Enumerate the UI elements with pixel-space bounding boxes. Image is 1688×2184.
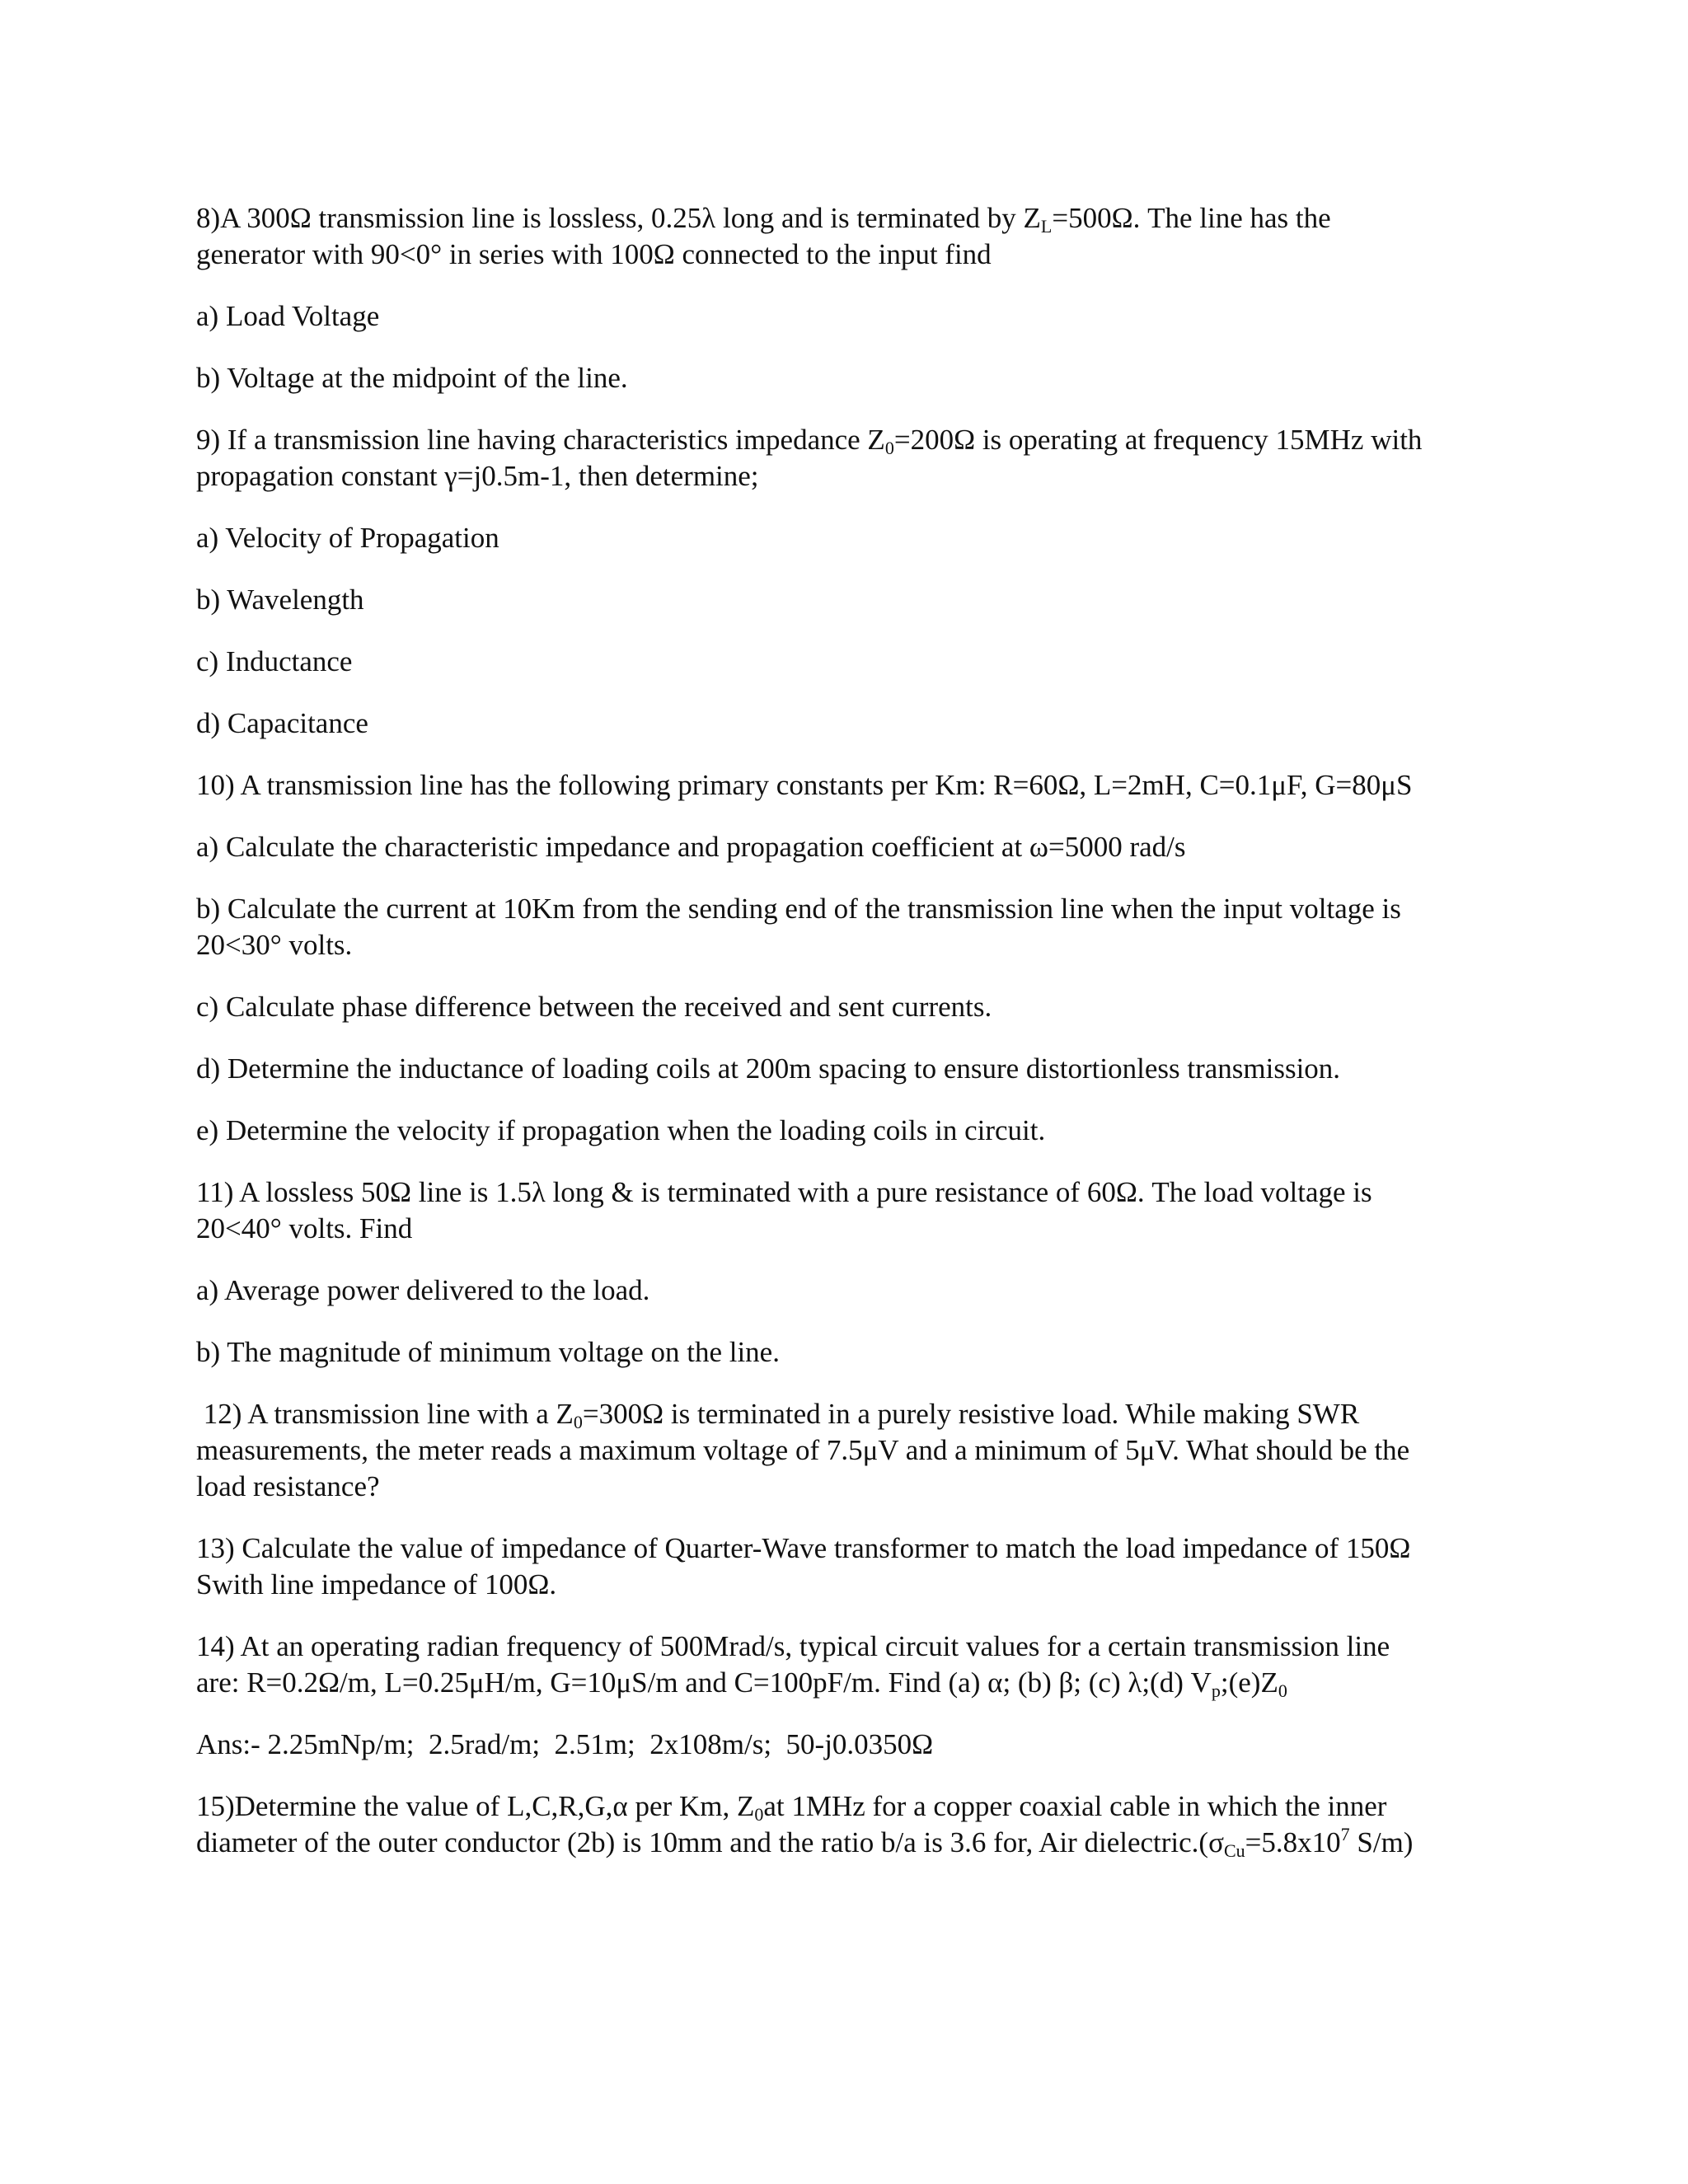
question-12 <box>196 1396 1482 1505</box>
question-11 <box>196 1174 1482 1371</box>
question-9-part-a: a) Velocity of Propagation <box>196 522 499 554</box>
question-9 <box>196 422 1482 742</box>
question-11-line-1: 11) A lossless 50Ω line is 1.5λ long & is terminated with a pure resistance of 60Ω. The load voltage is <box>196 1176 1372 1208</box>
question-10-part-b-line-2: 20<30° volts. <box>196 929 353 961</box>
question-11-line-2: 20<40° volts. Find <box>196 1212 413 1244</box>
question-12-line-3: load resistance? <box>196 1470 380 1502</box>
question-13-line-2: Swith line impedance of 100Ω. <box>196 1568 557 1601</box>
problem-set <box>196 200 1482 1861</box>
question-9-line-1: 9) If a transmission line having characteristics impedance $Z_0=200\Omega$ is operating at frequency 15MHz with <box>196 424 1423 458</box>
question-14 <box>196 1629 1482 1763</box>
question-10-part-e: e) Determine the velocity if propagation when the loading coils in circuit. <box>196 1114 1046 1146</box>
question-15-line-2: diameter of the outer conductor (2b) is 10mm and the ratio b/a is 3.6 for, Air $dielectric.(\sigma_{Cu}=5.8x10^7$ S/m) <box>196 1824 1414 1861</box>
question-10-part-b-line-1: b) Calculate the current at 10Km from the sending end of the transmission line when the input voltage is <box>196 893 1401 925</box>
question-13-line-1: 13) Calculate the value of impedance of Quarter-Wave transformer to match the load impedance of 150Ω <box>196 1532 1411 1564</box>
question-8-part-a: a) Load Voltage <box>196 300 380 332</box>
question-9-line-2: propagation constant γ=j0.5m-1, then determine; <box>196 460 759 492</box>
question-14-answer: Ans:- 2.25mNp/m; 2.5rad/m; 2.51m; 2x108m/s; 50-j0.0350Ω <box>196 1728 934 1760</box>
question-9-part-d: d) Capacitance <box>196 707 368 739</box>
question-12-line-1: 12) A transmission line with a $Z_0=300\Omega$ is terminated in a purely resistive load. While making SWR <box>196 1398 1360 1432</box>
question-15-line-1: 15)Determine the value of L,C,R,G,α per Km, $Z_0at$ 1MHz for a copper coaxial cable in which the inner <box>196 1790 1387 1825</box>
question-8 <box>196 200 1482 396</box>
question-13 <box>196 1530 1482 1603</box>
question-8-line-1: 8)A 300Ω transmission line is lossless, 0.25λ long and is terminated by $Z_L=500\Omega$. The line has the <box>196 202 1331 237</box>
question-14-line-1: 14) At an operating radian frequency of 500Mrad/s, typical circuit values for a certain transmission line <box>196 1630 1390 1662</box>
question-15 <box>196 1788 1482 1861</box>
question-14-line-2: are: R=0.2Ω/m, L=0.25μH/m, G=10μS/m and C=100pF/m. Find (a) α; (b) β; (c) λ;(d) $V_p;(e)Z_0$ <box>196 1666 1287 1701</box>
question-10-part-d: d) Determine the inductance of loading coils at 200m spacing to ensure distortionless transmission. <box>196 1052 1341 1085</box>
question-8-line-2: generator with 90<0° in series with 100Ω connected to the input find <box>196 238 992 270</box>
question-11-part-b: b) The magnitude of minimum voltage on the line. <box>196 1336 780 1368</box>
question-9-part-b: b) Wavelength <box>196 583 364 616</box>
question-12-line-2: measurements, the meter reads a maximum voltage of 7.5μV and a minimum of 5μV. What should be the <box>196 1434 1410 1466</box>
question-10-part-a: a) Calculate the characteristic impedance and propagation coefficient at ω=5000 rad/s <box>196 831 1186 863</box>
question-11-part-a: a) Average power delivered to the load. <box>196 1274 650 1306</box>
question-10-part-c: c) Calculate phase difference between the received and sent currents. <box>196 991 992 1023</box>
question-10-line-1: 10) A transmission line has the following primary constants per Km: R=60Ω, L=2mH, C=0.1μF, G=80μS <box>196 769 1413 801</box>
question-8-part-b: b) Voltage at the midpoint of the line. <box>196 362 628 394</box>
question-10 <box>196 767 1482 1149</box>
question-9-part-c: c) Inductance <box>196 645 353 677</box>
